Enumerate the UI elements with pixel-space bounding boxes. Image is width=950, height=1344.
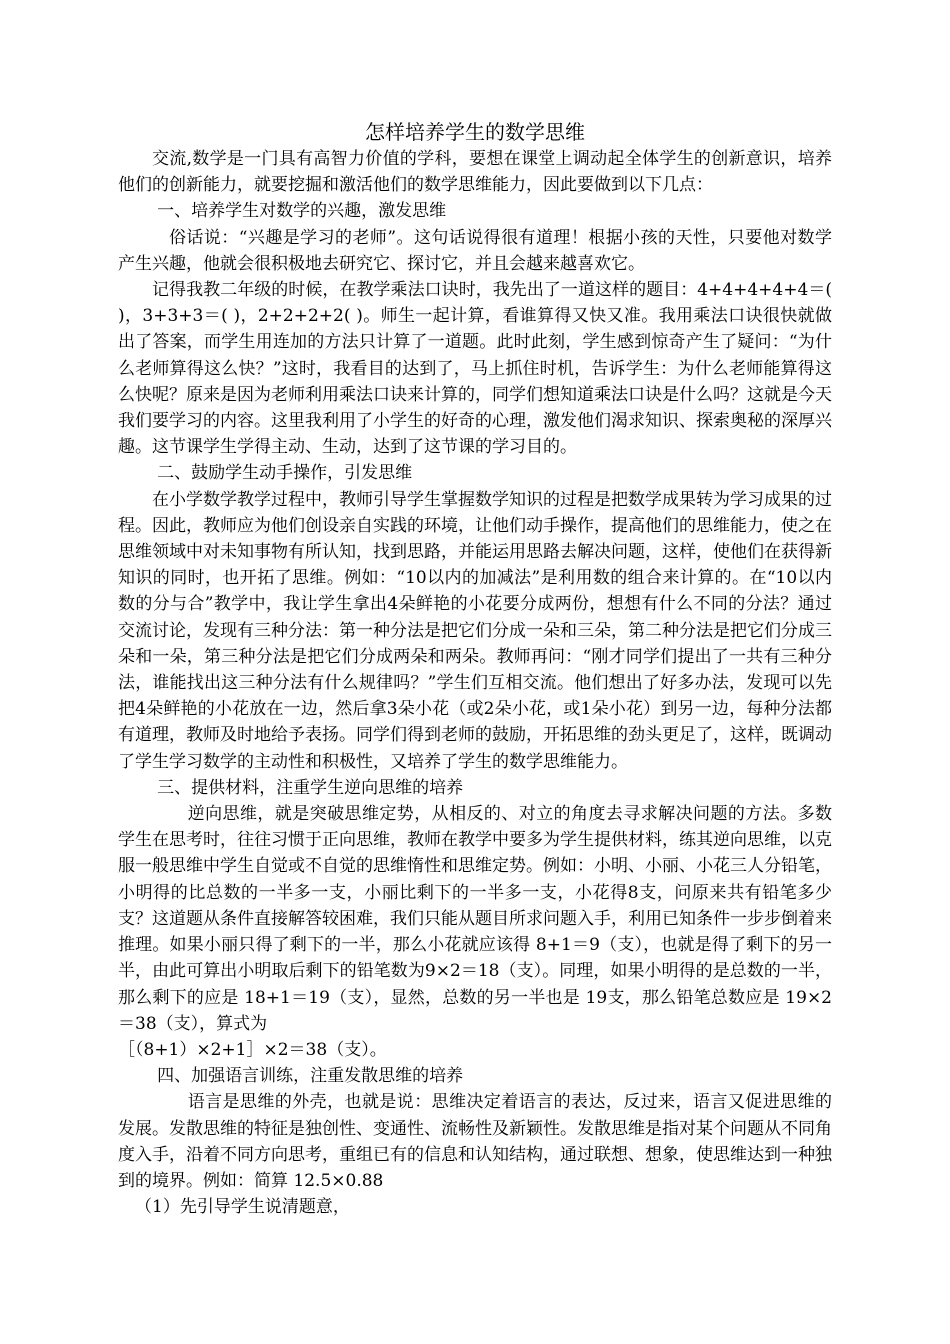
- paragraph-intro: 交流,数学是一门具有高智力价值的学科，要想在课堂上调动起全体学生的创新意识，培养他们的创新能力，就要挖掘和激活他们的数学思维能力，因此要做到以下几点：: [118, 149, 832, 196]
- section-heading-2: 二、鼓励学生动手操作，引发思维: [157, 463, 413, 484]
- document-page: [118, 118, 832, 1220]
- section-heading-3: 三、提供材料，注重学生逆向思维的培养: [157, 777, 464, 798]
- formula-line: ［（8+1）×2+1］×2＝38（支）。: [118, 1039, 387, 1060]
- paragraph-3-1: 逆向思维，就是突破思维定势，从相反的、对立的角度去寻求解决问题的方法。多数学生在思考时，往往习惯于正向思维，教师在教学中要多为学生提供材料，练其逆向思维，以克服一般思维中学生自觉或不自觉的思维惰性和思维定势。例如：小明、小丽、小花三人分铅笔，小明得的比总数的一半多一支，小丽比剩下的一半多一支，小花得8支，问原来共有铅笔多少支？这道题从条件直接解答较困难，我们只能从题目所求问题入手，利用已知条件一步步倒着来推理。如果小丽只得了剩下的一半，那么小花就应该得 8+1＝9（支），也就是得了剩下的另一半，由此可算出小明取后剩下的铅笔数为9×2＝18（支）。同理，如果小明得的是总数的一半，那么剩下的应是 18+1＝19（支），显然，总数的另一半也是 19支，那么铅笔总数应是 19×2＝38（支），算式为: [118, 804, 832, 1034]
- paragraph-4-2: （1）先引导学生说清题意，: [135, 1197, 350, 1218]
- paragraph-1-2: 记得我教二年级的时候，在教学乘法口诀时，我先出了一道这样的题目：4+4+4+4+4＝( )，3+3+3＝( )，2+2+2+2( )。师生一起计算，看谁算得又快又准。我用乘法口诀很快就做出了答案，而学生用连加的方法只计算了一道题。此时此刻，学生感到惊奇产生了疑问：“为什么老师算得这么快？”这时，我看目的达到了，马上抓住时机，告诉学生：为什么老师能算得这么快呢？原来是因为老师利用乘法口诀来计算的，同学们想知道乘法口诀是什么吗？这就是今天我们要学习的内容。这里我利用了小学生的好奇的心理，激发他们渴求知识、探索奥秘的深厚兴趣。这节课学生学得主动、生动，达到了这节课的学习目的。: [118, 280, 832, 458]
- document-title: 怎样培养学生的数学思维: [365, 120, 585, 144]
- paragraph-4-1: 语言是思维的外壳，也就是说：思维决定着语言的表达，反过来，语言又促进思维的发展。发散思维的特征是独创性、变通性、流畅性及新颖性。发散思维是指对某个问题从不同角度入手，沿着不同方向思考，重组已有的信息和认知结构，通过联想、想象，使思维达到一种独到的境界。例如：简算 12.5×0.88: [118, 1092, 832, 1191]
- section-heading-4: 四、加强语言训练，注重发散思维的培养: [157, 1066, 464, 1087]
- paragraph-2-1: 在小学数学教学过程中，教师引导学生掌握数学知识的过程是把数学成果转为学习成果的过程。因此，教师应为他们创设亲自实践的环境，让他们动手操作，提高他们的思维能力，使之在思维领域中对未知事物有所认知，找到思路，并能运用思路去解决问题，这样，使他们在获得新知识的同时，也开拓了思维。例如：“10以内的加减法”是利用数的组合来计算的。在“10以内数的分与合”教学中，我让学生拿出4朵鲜艳的小花要分成两份，想想有什么不同的分法？通过交流讨论，发现有三种分法：第一种分法是把它们分成一朵和三朵，第二种分法是把它们分成三朵和一朵，第三种分法是把它们分成两朵和两朵。教师再问：“刚才同学们提出了一共有三种分法，谁能找出这三种分法有什么规律吗？”学生们互相交流。他们想出了好多办法，发现可以先把4朵鲜艳的小花放在一边，然后拿3朵小花（或2朵小花，或1朵小花）到另一边，每种分法都有道理，教师及时地给予表扬。同学们得到老师的鼓励，开拓思维的劲头更足了，这样，既调动了学生学习数学的主动性和积极性，又培养了学生的数学思维能力。: [118, 489, 832, 772]
- paragraph-1-1: 俗话说：“兴趣是学习的老师”。这句话说得很有道理！根据小孩的天性，只要他对数学产生兴趣，他就会很积极地去研究它、探讨它，并且会越来越喜欢它。: [118, 227, 832, 274]
- section-heading-1: 一、培养学生对数学的兴趣，激发思维: [157, 201, 447, 222]
